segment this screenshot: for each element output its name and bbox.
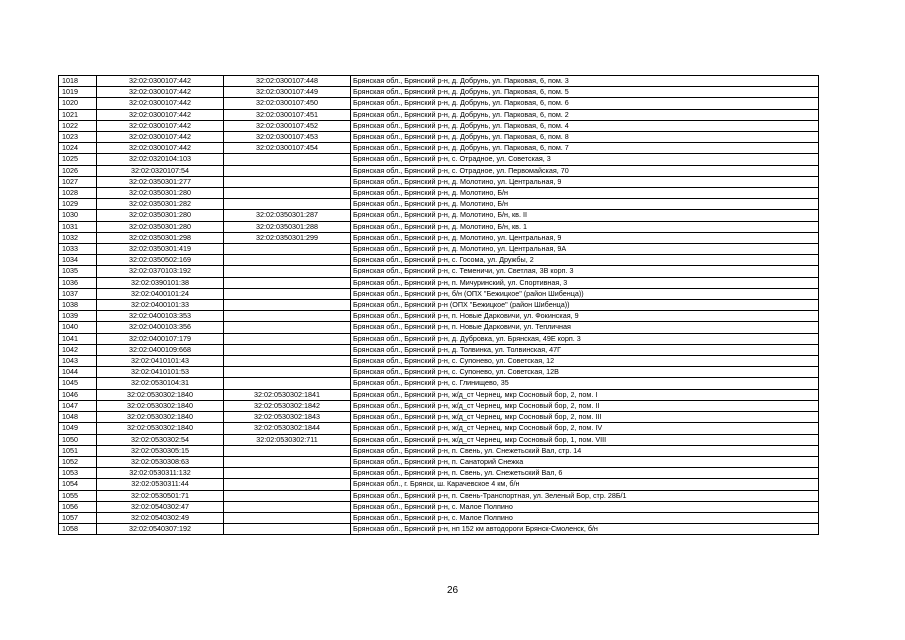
parent-cadastral-number-cell bbox=[224, 165, 351, 176]
cadastral-number-cell: 32:02:0410101:53 bbox=[97, 367, 224, 378]
address-cell: Брянская обл., Брянский р-н, д. Добрунь, ул. Парковая, 6, пом. 3 bbox=[351, 76, 819, 87]
table-row bbox=[59, 333, 819, 344]
cadastral-number-cell: 32:02:0350301:280 bbox=[97, 188, 224, 199]
parent-cadastral-number-cell bbox=[224, 445, 351, 456]
table-row bbox=[59, 154, 819, 165]
table-row bbox=[59, 512, 819, 523]
address-cell: Брянская обл., Брянский р-н, д. Молотино, ул. Центральная, 9 bbox=[351, 232, 819, 243]
row-number-cell: 1039 bbox=[59, 311, 97, 322]
address-cell: Брянская обл., Брянский р-н, д. Молотино, Б/н, кв. 1 bbox=[351, 221, 819, 232]
address-cell: Брянская обл., Брянский р-н, п. Свень-Транспортная, ул. Зеленый Бор, стр. 28Б/1 bbox=[351, 490, 819, 501]
row-number-cell: 1041 bbox=[59, 333, 97, 344]
cadastral-number-cell: 32:02:0540302:49 bbox=[97, 512, 224, 523]
cadastral-number-cell: 32:02:0530311:44 bbox=[97, 479, 224, 490]
cadastral-number-cell: 32:02:0410101:43 bbox=[97, 356, 224, 367]
parent-cadastral-number-cell: 32:02:0300107:454 bbox=[224, 143, 351, 154]
table-row bbox=[59, 188, 819, 199]
parent-cadastral-number-cell: 32:02:0530302:1844 bbox=[224, 423, 351, 434]
parent-cadastral-number-cell bbox=[224, 344, 351, 355]
parent-cadastral-number-cell: 32:02:0530302:1843 bbox=[224, 412, 351, 423]
address-cell: Брянская обл., Брянский р-н, с. Супонево, ул. Советская, 12В bbox=[351, 367, 819, 378]
address-cell: Брянская обл., Брянский р-н, д. Дубровка, ул. Брянская, 49Е корп. 3 bbox=[351, 333, 819, 344]
table-row bbox=[59, 524, 819, 535]
address-cell: Брянская обл., Брянский р-н, с. Госома, ул. Дружбы, 2 bbox=[351, 255, 819, 266]
cadastral-number-cell: 32:02:0530302:1840 bbox=[97, 423, 224, 434]
table-row bbox=[59, 300, 819, 311]
parent-cadastral-number-cell: 32:02:0350301:299 bbox=[224, 232, 351, 243]
row-number-cell: 1048 bbox=[59, 412, 97, 423]
parent-cadastral-number-cell bbox=[224, 479, 351, 490]
row-number-cell: 1047 bbox=[59, 400, 97, 411]
address-cell: Брянская обл., Брянский р-н, с. Малое Полпино bbox=[351, 501, 819, 512]
address-cell: Брянская обл., Брянский р-н, ж/д_ст Чернец, мкр Сосновый бор, 1, пом. VIII bbox=[351, 434, 819, 445]
address-cell: Брянская обл., Брянский р-н, д. Добрунь, ул. Парковая, 6, пом. 5 bbox=[351, 87, 819, 98]
cadastral-number-cell: 32:02:0540302:47 bbox=[97, 501, 224, 512]
table-row bbox=[59, 423, 819, 434]
cadastral-number-cell: 32:02:0530302:1840 bbox=[97, 412, 224, 423]
table-row bbox=[59, 490, 819, 501]
parent-cadastral-number-cell: 32:02:0300107:452 bbox=[224, 120, 351, 131]
row-number-cell: 1020 bbox=[59, 98, 97, 109]
address-cell: Брянская обл., Брянский р-н, ж/д_ст Чернец, мкр Сосновый бор, 2, пом. I bbox=[351, 389, 819, 400]
address-cell: Брянская обл., Брянский р-н, д. Молотино, Б/н bbox=[351, 188, 819, 199]
registry-table-body bbox=[59, 76, 819, 535]
row-number-cell: 1037 bbox=[59, 288, 97, 299]
table-row bbox=[59, 356, 819, 367]
row-number-cell: 1026 bbox=[59, 165, 97, 176]
parent-cadastral-number-cell: 32:02:0530302:1841 bbox=[224, 389, 351, 400]
cadastral-number-cell: 32:02:0350301:280 bbox=[97, 210, 224, 221]
row-number-cell: 1023 bbox=[59, 132, 97, 143]
cadastral-number-cell: 32:02:0530308:63 bbox=[97, 456, 224, 467]
table-row bbox=[59, 479, 819, 490]
parent-cadastral-number-cell bbox=[224, 524, 351, 535]
table-row bbox=[59, 344, 819, 355]
row-number-cell: 1045 bbox=[59, 378, 97, 389]
cadastral-number-cell: 32:02:0300107:442 bbox=[97, 76, 224, 87]
parent-cadastral-number-cell bbox=[224, 154, 351, 165]
row-number-cell: 1049 bbox=[59, 423, 97, 434]
table-row bbox=[59, 221, 819, 232]
cadastral-number-cell: 32:02:0530302:1840 bbox=[97, 389, 224, 400]
address-cell: Брянская обл., Брянский р-н, с. Теменичи, ул. Светлая, 3В корп. 3 bbox=[351, 266, 819, 277]
parent-cadastral-number-cell bbox=[224, 199, 351, 210]
registry-table bbox=[58, 75, 819, 535]
parent-cadastral-number-cell bbox=[224, 277, 351, 288]
row-number-cell: 1031 bbox=[59, 221, 97, 232]
table-row bbox=[59, 501, 819, 512]
parent-cadastral-number-cell bbox=[224, 456, 351, 467]
row-number-cell: 1056 bbox=[59, 501, 97, 512]
table-row bbox=[59, 456, 819, 467]
table-row bbox=[59, 367, 819, 378]
row-number-cell: 1022 bbox=[59, 120, 97, 131]
table-row bbox=[59, 468, 819, 479]
cadastral-number-cell: 32:02:0390101:38 bbox=[97, 277, 224, 288]
row-number-cell: 1038 bbox=[59, 300, 97, 311]
table-row bbox=[59, 199, 819, 210]
address-cell: Брянская обл., Брянский р-н, д. Добрунь, ул. Парковая, 6, пом. 6 bbox=[351, 98, 819, 109]
row-number-cell: 1044 bbox=[59, 367, 97, 378]
row-number-cell: 1057 bbox=[59, 512, 97, 523]
table-row bbox=[59, 389, 819, 400]
parent-cadastral-number-cell: 32:02:0350301:288 bbox=[224, 221, 351, 232]
address-cell: Брянская обл., Брянский р-н, д. Молотино, ул. Центральная, 9А bbox=[351, 244, 819, 255]
table-row bbox=[59, 98, 819, 109]
address-cell: Брянская обл., Брянский р-н, с. Супонево, ул. Советская, 12 bbox=[351, 356, 819, 367]
row-number-cell: 1058 bbox=[59, 524, 97, 535]
table-row bbox=[59, 165, 819, 176]
row-number-cell: 1051 bbox=[59, 445, 97, 456]
parent-cadastral-number-cell: 32:02:0300107:451 bbox=[224, 109, 351, 120]
cadastral-number-cell: 32:02:0350301:277 bbox=[97, 176, 224, 187]
cadastral-number-cell: 32:02:0400109:668 bbox=[97, 344, 224, 355]
table-row bbox=[59, 322, 819, 333]
address-cell: Брянская обл., Брянский р-н, д. Добрунь, ул. Парковая, 6, пом. 2 bbox=[351, 109, 819, 120]
row-number-cell: 1036 bbox=[59, 277, 97, 288]
cadastral-number-cell: 32:02:0300107:442 bbox=[97, 98, 224, 109]
address-cell: Брянская обл., Брянский р-н, п. Новые Дарковичи, ул. Фокинская, 9 bbox=[351, 311, 819, 322]
row-number-cell: 1033 bbox=[59, 244, 97, 255]
address-cell: Брянская обл., Брянский р-н, ж/д_ст Чернец, мкр Сосновый бор, 2, пом. IV bbox=[351, 423, 819, 434]
parent-cadastral-number-cell bbox=[224, 512, 351, 523]
page-number: 26 bbox=[446, 585, 459, 596]
table-row bbox=[59, 412, 819, 423]
table-row bbox=[59, 109, 819, 120]
table-row bbox=[59, 255, 819, 266]
address-cell: Брянская обл., Брянский р-н, д. Добрунь, ул. Парковая, 6, пом. 4 bbox=[351, 120, 819, 131]
parent-cadastral-number-cell: 32:02:0530302:711 bbox=[224, 434, 351, 445]
address-cell: Брянская обл., Брянский р-н, п. Новые Дарковичи, ул. Тепличная bbox=[351, 322, 819, 333]
cadastral-number-cell: 32:02:0350301:282 bbox=[97, 199, 224, 210]
cadastral-number-cell: 32:02:0400103:356 bbox=[97, 322, 224, 333]
parent-cadastral-number-cell bbox=[224, 356, 351, 367]
address-cell: Брянская обл., Брянский р-н, д. Толвинка, ул. Толвинская, 47Г bbox=[351, 344, 819, 355]
parent-cadastral-number-cell bbox=[224, 490, 351, 501]
row-number-cell: 1021 bbox=[59, 109, 97, 120]
table-row bbox=[59, 120, 819, 131]
address-cell: Брянская обл., Брянский р-н, б/н (ОПХ "Бежицкое" (район Шибенца)) bbox=[351, 288, 819, 299]
address-cell: Брянская обл., Брянский р-н, с. Отрадное, ул. Советская, 3 bbox=[351, 154, 819, 165]
parent-cadastral-number-cell bbox=[224, 311, 351, 322]
cadastral-number-cell: 32:02:0300107:442 bbox=[97, 143, 224, 154]
row-number-cell: 1035 bbox=[59, 266, 97, 277]
parent-cadastral-number-cell: 32:02:0350301:287 bbox=[224, 210, 351, 221]
parent-cadastral-number-cell: 32:02:0530302:1842 bbox=[224, 400, 351, 411]
cadastral-number-cell: 32:02:0300107:442 bbox=[97, 132, 224, 143]
row-number-cell: 1030 bbox=[59, 210, 97, 221]
parent-cadastral-number-cell bbox=[224, 333, 351, 344]
cadastral-number-cell: 32:02:0400101:33 bbox=[97, 300, 224, 311]
address-cell: Брянская обл., Брянский р-н, д. Молотино, Б/н bbox=[351, 199, 819, 210]
cadastral-number-cell: 32:02:0300107:442 bbox=[97, 109, 224, 120]
row-number-cell: 1053 bbox=[59, 468, 97, 479]
cadastral-number-cell: 32:02:0530311:132 bbox=[97, 468, 224, 479]
address-cell: Брянская обл., Брянский р-н, п. Мичуринский, ул. Спортивная, 3 bbox=[351, 277, 819, 288]
cadastral-number-cell: 32:02:0540307:192 bbox=[97, 524, 224, 535]
row-number-cell: 1029 bbox=[59, 199, 97, 210]
address-cell: Брянская обл., Брянский р-н, д. Молотино, ул. Центральная, 9 bbox=[351, 176, 819, 187]
cadastral-number-cell: 32:02:0320104:103 bbox=[97, 154, 224, 165]
cadastral-number-cell: 32:02:0530501:71 bbox=[97, 490, 224, 501]
table-row bbox=[59, 277, 819, 288]
address-cell: Брянская обл., Брянский р-н (ОПХ "Бежицкое" (район Шибенца)) bbox=[351, 300, 819, 311]
table-row bbox=[59, 143, 819, 154]
parent-cadastral-number-cell: 32:02:0300107:453 bbox=[224, 132, 351, 143]
parent-cadastral-number-cell bbox=[224, 266, 351, 277]
row-number-cell: 1024 bbox=[59, 143, 97, 154]
table-row bbox=[59, 76, 819, 87]
table-row bbox=[59, 288, 819, 299]
parent-cadastral-number-cell bbox=[224, 188, 351, 199]
row-number-cell: 1027 bbox=[59, 176, 97, 187]
table-row bbox=[59, 266, 819, 277]
table-row bbox=[59, 311, 819, 322]
row-number-cell: 1054 bbox=[59, 479, 97, 490]
parent-cadastral-number-cell bbox=[224, 300, 351, 311]
parent-cadastral-number-cell bbox=[224, 378, 351, 389]
cadastral-number-cell: 32:02:0530305:15 bbox=[97, 445, 224, 456]
parent-cadastral-number-cell bbox=[224, 501, 351, 512]
cadastral-number-cell: 32:02:0370103:192 bbox=[97, 266, 224, 277]
row-number-cell: 1046 bbox=[59, 389, 97, 400]
cadastral-number-cell: 32:02:0400103:353 bbox=[97, 311, 224, 322]
cadastral-number-cell: 32:02:0350502:169 bbox=[97, 255, 224, 266]
table-row bbox=[59, 434, 819, 445]
address-cell: Брянская обл., Брянский р-н, п. Санаторий Снежка bbox=[351, 456, 819, 467]
address-cell: Брянская обл., Брянский р-н, с. Отрадное, ул. Первомайская, 70 bbox=[351, 165, 819, 176]
table-row bbox=[59, 87, 819, 98]
cadastral-number-cell: 32:02:0350301:419 bbox=[97, 244, 224, 255]
address-cell: Брянская обл., Брянский р-н, д. Добрунь, ул. Парковая, 6, пом. 8 bbox=[351, 132, 819, 143]
address-cell: Брянская обл., г. Брянск, ш. Карачевское 4 км, б/н bbox=[351, 479, 819, 490]
row-number-cell: 1043 bbox=[59, 356, 97, 367]
cadastral-number-cell: 32:02:0400107:179 bbox=[97, 333, 224, 344]
parent-cadastral-number-cell: 32:02:0300107:450 bbox=[224, 98, 351, 109]
parent-cadastral-number-cell bbox=[224, 288, 351, 299]
parent-cadastral-number-cell bbox=[224, 255, 351, 266]
table-row bbox=[59, 176, 819, 187]
cadastral-number-cell: 32:02:0300107:442 bbox=[97, 120, 224, 131]
address-cell: Брянская обл., Брянский р-н, ж/д_ст Чернец, мкр Сосновый бор, 2, пом. II bbox=[351, 400, 819, 411]
cadastral-number-cell: 32:02:0350301:298 bbox=[97, 232, 224, 243]
table-row bbox=[59, 445, 819, 456]
address-cell: Брянская обл., Брянский р-н, д. Молотино, Б/н, кв. II bbox=[351, 210, 819, 221]
row-number-cell: 1034 bbox=[59, 255, 97, 266]
row-number-cell: 1042 bbox=[59, 344, 97, 355]
parent-cadastral-number-cell: 32:02:0300107:449 bbox=[224, 87, 351, 98]
parent-cadastral-number-cell bbox=[224, 322, 351, 333]
address-cell: Брянская обл., Брянский р-н, д. Добрунь, ул. Парковая, 6, пом. 7 bbox=[351, 143, 819, 154]
parent-cadastral-number-cell bbox=[224, 468, 351, 479]
parent-cadastral-number-cell: 32:02:0300107:448 bbox=[224, 76, 351, 87]
address-cell: Брянская обл., Брянский р-н, п. Свень, ул. Снежетьский Вал, 6 bbox=[351, 468, 819, 479]
table-row bbox=[59, 210, 819, 221]
table-row bbox=[59, 132, 819, 143]
parent-cadastral-number-cell bbox=[224, 176, 351, 187]
table-row bbox=[59, 244, 819, 255]
row-number-cell: 1028 bbox=[59, 188, 97, 199]
table-row bbox=[59, 232, 819, 243]
table-row bbox=[59, 400, 819, 411]
cadastral-number-cell: 32:02:0530104:31 bbox=[97, 378, 224, 389]
row-number-cell: 1050 bbox=[59, 434, 97, 445]
address-cell: Брянская обл., Брянский р-н, с. Малое Полпино bbox=[351, 512, 819, 523]
cadastral-number-cell: 32:02:0350301:280 bbox=[97, 221, 224, 232]
cadastral-number-cell: 32:02:0320107:54 bbox=[97, 165, 224, 176]
table-row bbox=[59, 378, 819, 389]
cadastral-number-cell: 32:02:0530302:54 bbox=[97, 434, 224, 445]
row-number-cell: 1055 bbox=[59, 490, 97, 501]
address-cell: Брянская обл., Брянский р-н, п. Свень, ул. Снежетьский Вал, стр. 14 bbox=[351, 445, 819, 456]
cadastral-number-cell: 32:02:0400101:24 bbox=[97, 288, 224, 299]
row-number-cell: 1032 bbox=[59, 232, 97, 243]
parent-cadastral-number-cell bbox=[224, 367, 351, 378]
row-number-cell: 1019 bbox=[59, 87, 97, 98]
parent-cadastral-number-cell bbox=[224, 244, 351, 255]
cadastral-number-cell: 32:02:0300107:442 bbox=[97, 87, 224, 98]
row-number-cell: 1018 bbox=[59, 76, 97, 87]
address-cell: Брянская обл., Брянский р-н, ж/д_ст Чернец, мкр Сосновый бор, 2, пом. III bbox=[351, 412, 819, 423]
address-cell: Брянская обл., Брянский р-н, нп 152 км автодороги Брянск-Смоленск, б/н bbox=[351, 524, 819, 535]
row-number-cell: 1025 bbox=[59, 154, 97, 165]
cadastral-number-cell: 32:02:0530302:1840 bbox=[97, 400, 224, 411]
row-number-cell: 1040 bbox=[59, 322, 97, 333]
row-number-cell: 1052 bbox=[59, 456, 97, 467]
address-cell: Брянская обл., Брянский р-н, с. Глинищево, 35 bbox=[351, 378, 819, 389]
